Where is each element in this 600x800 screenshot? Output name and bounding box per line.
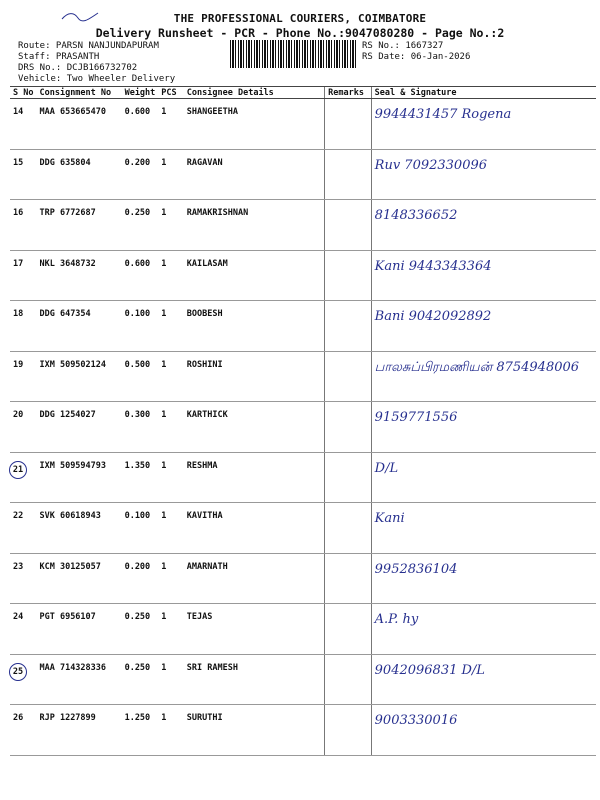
handwritten-signature: 9003330016 (374, 713, 458, 728)
consignee-cell-text: BOOBESH (186, 309, 223, 319)
staff-field: Staff: PRASANTH (18, 52, 100, 62)
consignment-cell (36, 604, 121, 655)
consignee-cell-text: SRI RAMESH (186, 662, 238, 673)
consignment-cell (36, 654, 121, 705)
handwritten-signature: பாலசுப்பிரமணியன் 8754948006 (374, 359, 580, 375)
signature-cell (371, 503, 596, 554)
rs-no-field: RS No.: 1667327 (362, 41, 444, 51)
handwritten-signature: 9952836104 (374, 561, 458, 577)
weight-cell (122, 200, 159, 251)
sno-cell (10, 604, 36, 655)
sno-cell-text: 20 (13, 410, 24, 420)
pcs-cell (158, 452, 184, 503)
pcs-cell (158, 99, 184, 150)
signature-cell (371, 351, 596, 402)
remarks-cell (325, 200, 372, 251)
sno-cell (10, 705, 36, 756)
weight-cell-text: 0.100 (124, 511, 151, 521)
consignee-cell-text: KAILASAM (186, 258, 228, 269)
weight-cell-text: 0.250 (124, 612, 151, 622)
consignee-cell (184, 99, 325, 150)
company-title: THE PROFESSIONAL COURIERS, COIMBATORE (173, 12, 427, 25)
sno-cell (10, 301, 36, 352)
table-row (10, 250, 596, 301)
sno-cell-text: 26 (13, 713, 24, 723)
consignee-cell (184, 654, 325, 705)
table-row (10, 99, 596, 150)
weight-cell-text: 0.600 (124, 107, 151, 117)
col-signature: Seal & Signature (371, 87, 596, 99)
remarks-cell (325, 553, 372, 604)
route-field: Route: PARSN NANJUNDAPURAM (18, 41, 159, 51)
pcs-cell-text: 1 (161, 359, 167, 370)
pcs-cell (158, 200, 184, 251)
pcs-cell-text: 1 (161, 258, 167, 269)
signature-cell (371, 250, 596, 301)
pcs-cell (158, 604, 184, 655)
pcs-cell-text: 1 (161, 662, 167, 673)
consignee-cell (184, 705, 325, 756)
pcs-cell-text: 1 (161, 612, 167, 622)
signature-cell (371, 149, 596, 200)
consignee-cell-text: ROSHINI (186, 359, 223, 370)
weight-cell (122, 301, 159, 352)
sno-cell (10, 553, 36, 604)
remarks-cell (325, 503, 372, 554)
pcs-cell-text: 1 (161, 107, 167, 117)
consignment-cell-text: MAA 714328336 (39, 662, 107, 673)
pcs-cell-text: 1 (161, 713, 167, 723)
handwritten-signature: D/L (374, 460, 399, 476)
sno-cell (10, 452, 36, 503)
barcode (230, 40, 357, 68)
sno-cell (10, 503, 36, 554)
consignment-cell-text: IXM 509502124 (39, 359, 107, 370)
consignee-cell-text: SURUTHI (186, 713, 223, 723)
consignment-cell-text: MAA 653665470 (39, 107, 107, 117)
consignment-cell-text: DDG 647354 (39, 309, 91, 319)
weight-cell (122, 705, 159, 756)
consignment-cell-text: PGT 6956107 (39, 612, 96, 622)
consignment-cell-text: IXM 509594793 (39, 460, 107, 471)
consignee-cell (184, 200, 325, 251)
consignment-cell (36, 402, 121, 453)
remarks-cell (325, 250, 372, 301)
runsheet-table (10, 86, 596, 756)
weight-cell-text: 1.250 (124, 713, 151, 723)
pcs-cell (158, 149, 184, 200)
pcs-cell (158, 654, 184, 705)
consignment-cell-text: RJP 1227899 (39, 713, 96, 723)
handwritten-signature: 9944431457 Rogena (374, 107, 512, 122)
consignment-cell-text: NKL 3648732 (39, 258, 96, 269)
consignee-cell-text: KARTHICK (186, 410, 228, 420)
pcs-cell (158, 705, 184, 756)
vehicle-field: Vehicle: Two Wheeler Delivery (18, 74, 176, 84)
col-consignment: Consignment No (36, 87, 121, 99)
pcs-cell (158, 402, 184, 453)
table-row (10, 351, 596, 402)
consignment-cell-text: SVK 60618943 (39, 511, 101, 521)
sno-cell-text: 14 (13, 107, 24, 117)
consignment-cell-text: KCM 30125057 (39, 561, 101, 572)
pcs-cell (158, 503, 184, 554)
consignment-cell (36, 553, 121, 604)
consignment-cell (36, 200, 121, 251)
signature-cell (371, 99, 596, 150)
weight-cell (122, 149, 159, 200)
consignee-cell-text: RESHMA (186, 460, 218, 471)
pcs-cell-text: 1 (161, 410, 167, 420)
weight-cell (122, 351, 159, 402)
consignee-cell (184, 301, 325, 352)
weight-cell-text: 0.100 (124, 309, 151, 319)
sno-cell (10, 250, 36, 301)
pcs-cell-text: 1 (161, 511, 167, 521)
sno-cell-text: 19 (13, 359, 24, 370)
consignment-cell-text: TRP 6772687 (39, 208, 96, 218)
handwritten-signature: A.P. hy (374, 612, 419, 627)
consignee-cell-text: AMARNATH (186, 561, 228, 572)
handwritten-signature: Bani 9042092892 (374, 309, 492, 324)
weight-cell (122, 654, 159, 705)
weight-cell (122, 553, 159, 604)
consignee-cell (184, 149, 325, 200)
signature-cell (371, 402, 596, 453)
consignment-cell (36, 250, 121, 301)
consignee-cell (184, 351, 325, 402)
table-row (10, 452, 596, 503)
consignee-cell (184, 503, 325, 554)
sno-cell (10, 402, 36, 453)
weight-cell-text: 0.200 (124, 157, 151, 168)
pcs-cell-text: 1 (161, 157, 167, 168)
signature-cell (371, 301, 596, 352)
remarks-cell (325, 351, 372, 402)
sno-cell-text: 17 (13, 258, 24, 269)
signature-cell (371, 200, 596, 251)
circled-serial-number: 25 (9, 663, 27, 681)
col-pcs: PCS (158, 87, 184, 99)
consignment-cell (36, 149, 121, 200)
pcs-cell-text: 1 (161, 309, 167, 319)
pcs-cell-text: 1 (161, 208, 167, 218)
consignment-cell (36, 351, 121, 402)
signature-cell (371, 553, 596, 604)
consignment-cell (36, 452, 121, 503)
table-row (10, 553, 596, 604)
remarks-cell (325, 654, 372, 705)
table-row (10, 149, 596, 200)
consignment-cell (36, 301, 121, 352)
remarks-cell (325, 604, 372, 655)
handwritten-signature: Kani 9443343364 (374, 258, 492, 274)
table-row (10, 301, 596, 352)
consignment-cell-text: DDG 1254027 (39, 410, 96, 420)
sno-cell (10, 99, 36, 150)
consignee-cell-text: SHANGEETHA (186, 107, 238, 117)
handwritten-signature: 8148336652 (374, 208, 458, 223)
table-row (10, 200, 596, 251)
consignment-cell (36, 503, 121, 554)
weight-cell (122, 99, 159, 150)
consignee-cell (184, 553, 325, 604)
col-weight: Weight (122, 87, 159, 99)
weight-cell (122, 503, 159, 554)
remarks-cell (325, 705, 372, 756)
sno-cell (10, 351, 36, 402)
sno-cell-text: 22 (13, 511, 24, 521)
pcs-cell (158, 250, 184, 301)
consignee-cell-text: RAGAVAN (186, 157, 223, 168)
sno-cell-text: 24 (13, 612, 24, 622)
sno-cell (10, 149, 36, 200)
table-header-row (10, 87, 596, 99)
rs-date-field: RS Date: 06-Jan-2026 (362, 52, 471, 62)
consignee-cell (184, 604, 325, 655)
handwritten-signature: 9159771556 (374, 410, 458, 425)
handwritten-signature: Ruv 7092330096 (374, 157, 488, 173)
col-sno: S No (10, 87, 36, 99)
sno-cell-text: 15 (13, 157, 24, 168)
sno-cell-text: 18 (13, 309, 24, 319)
pcs-cell-text: 1 (161, 460, 167, 471)
weight-cell (122, 452, 159, 503)
consignment-cell (36, 99, 121, 150)
consignment-cell (36, 705, 121, 756)
col-remarks: Remarks (325, 87, 372, 99)
consignee-cell (184, 452, 325, 503)
drs-field: DRS No.: DCJB166732702 (18, 63, 138, 73)
remarks-cell (325, 301, 372, 352)
consignment-cell-text: DDG 635804 (39, 157, 91, 168)
consignee-cell-text: RAMAKRISHNAN (186, 208, 249, 218)
consignee-cell (184, 402, 325, 453)
table-row (10, 705, 596, 756)
pcs-cell (158, 301, 184, 352)
signature-cell (371, 705, 596, 756)
pcs-cell-text: 1 (161, 561, 167, 572)
remarks-cell (325, 452, 372, 503)
table-row (10, 402, 596, 453)
weight-cell-text: 1.350 (124, 460, 151, 471)
remarks-cell (325, 402, 372, 453)
consignee-cell-text: TEJAS (186, 612, 213, 622)
sno-cell (10, 200, 36, 251)
remarks-cell (325, 99, 372, 150)
signature-cell (371, 604, 596, 655)
sno-cell-text: 23 (13, 561, 24, 572)
table-row (10, 604, 596, 655)
consignee-cell-text: KAVITHA (186, 511, 223, 521)
weight-cell-text: 0.500 (124, 359, 151, 370)
handwritten-signature: Kani (374, 511, 405, 526)
table-row (10, 503, 596, 554)
weight-cell-text: 0.250 (124, 662, 151, 673)
sno-cell-text: 16 (13, 208, 24, 218)
weight-cell-text: 0.300 (124, 410, 151, 420)
weight-cell (122, 402, 159, 453)
pcs-cell (158, 351, 184, 402)
weight-cell-text: 0.250 (124, 208, 151, 218)
weight-cell-text: 0.200 (124, 561, 151, 572)
weight-cell (122, 604, 159, 655)
table-row (10, 654, 596, 705)
circled-serial-number: 21 (9, 461, 27, 479)
consignee-cell (184, 250, 325, 301)
handwritten-signature: 9042096831 D/L (374, 662, 485, 678)
signature-cell (371, 452, 596, 503)
runsheet-subtitle: Delivery Runsheet - PCR - Phone No.:9047080280 - Page No.:2 (95, 26, 505, 40)
sno-cell (10, 654, 36, 705)
remarks-cell (325, 149, 372, 200)
col-consignee: Consignee Details (184, 87, 325, 99)
pcs-cell (158, 553, 184, 604)
signature-cell (371, 654, 596, 705)
weight-cell-text: 0.600 (124, 258, 151, 269)
weight-cell (122, 250, 159, 301)
